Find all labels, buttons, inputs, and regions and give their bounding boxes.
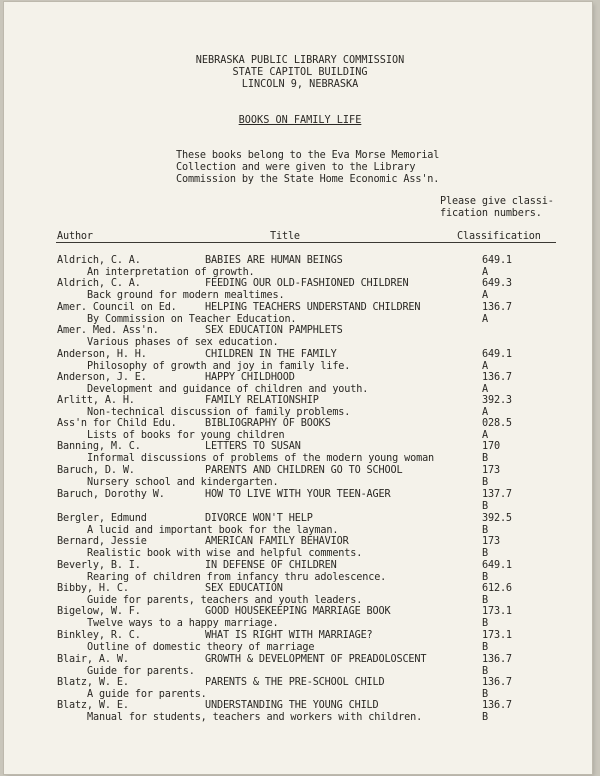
entry-title: LETTERS TO SUSAN: [205, 441, 301, 452]
entry-classification-letter: B: [482, 642, 488, 653]
entry-classification-number: 173.1: [482, 606, 512, 617]
note-line: Please give classi-: [440, 196, 554, 207]
entry-classification-letter: B: [482, 689, 488, 700]
entry-classification-number: 392.3: [482, 395, 512, 406]
entry-description: Back ground for modern mealtimes.: [87, 290, 285, 301]
entry-author: Blatz, W. E.: [57, 700, 129, 711]
entry-classification-number: 649.1: [482, 349, 512, 360]
entry-description: Realistic book with wise and helpful comments.: [87, 548, 363, 559]
note-line: fication numbers.: [440, 208, 542, 219]
column-header-classification: Classification: [457, 231, 541, 242]
list-title: BOOKS ON FAMILY LIFE: [238, 115, 362, 126]
intro-line: These books belong to the Eva Morse Memorial: [176, 150, 440, 161]
entry-classification-number: 649.3: [482, 278, 512, 289]
entry-classification-number: 136.7: [482, 700, 512, 711]
entry-author: Binkley, R. C.: [57, 630, 141, 641]
entry-author: Bibby, H. C.: [57, 583, 129, 594]
entry-title: UNDERSTANDING THE YOUNG CHILD: [205, 700, 379, 711]
entry-classification-letter: A: [482, 314, 488, 325]
entry-classification-letter: B: [482, 453, 488, 464]
entry-classification-letter: B: [482, 712, 488, 723]
entry-classification-number: 173: [482, 465, 500, 476]
entry-author: Baruch, Dorothy W.: [57, 489, 165, 500]
entry-description: Outline of domestic theory of marriage: [87, 642, 315, 653]
entry-classification-number: 136.7: [482, 677, 512, 688]
entry-title: BIBLIOGRAPHY OF BOOKS: [205, 418, 331, 429]
entry-classification-letter: B: [482, 666, 488, 677]
entry-title: HAPPY CHILDHOOD: [205, 372, 295, 383]
entry-classification-letter: A: [482, 361, 488, 372]
entry-classification-number: 136.7: [482, 372, 512, 383]
entry-author: Bergler, Edmund: [57, 513, 147, 524]
entry-title: CHILDREN IN THE FAMILY: [205, 349, 337, 360]
entry-title: PARENTS AND CHILDREN GO TO SCHOOL: [205, 465, 403, 476]
entry-title: HELPING TEACHERS UNDERSTAND CHILDREN: [205, 302, 421, 313]
entry-classification-number: 028.5: [482, 418, 512, 429]
entry-description: Informal discussions of problems of the modern young woman: [87, 453, 435, 464]
entry-description: Philosophy of growth and joy in family life.: [87, 361, 351, 372]
entry-author: Anderson, J. E.: [57, 372, 147, 383]
entry-classification-letter: B: [482, 525, 488, 536]
entry-classification-letter: B: [482, 548, 488, 559]
entry-classification-number: 136.7: [482, 654, 512, 665]
column-header-title: Title: [270, 231, 300, 242]
entry-classification-number: 649.1: [482, 255, 512, 266]
entry-author: Beverly, B. I.: [57, 560, 141, 571]
city-line: LINCOLN 9, NEBRASKA: [241, 79, 359, 90]
entry-description: Various phases of sex education.: [87, 337, 279, 348]
intro-line: Collection and were given to the Library: [176, 162, 416, 173]
entry-classification-number: 173: [482, 536, 500, 547]
commission-name: NEBRASKA PUBLIC LIBRARY COMMISSION: [195, 55, 405, 66]
entry-title: GOOD HOUSEKEEPING MARRIAGE BOOK: [205, 606, 391, 617]
entry-author: Blatz, W. E.: [57, 677, 129, 688]
entry-title: FAMILY RELATIONSHIP: [205, 395, 319, 406]
entry-description: Lists of books for young children: [87, 430, 285, 441]
entry-classification-letter: B: [482, 618, 488, 629]
entry-title: BABIES ARE HUMAN BEINGS: [205, 255, 343, 266]
entry-title: SEX EDUCATION: [205, 583, 283, 594]
entry-author: Aldrich, C. A.: [57, 278, 141, 289]
entry-description: Manual for students, teachers and workers with children.: [87, 712, 423, 723]
entry-description: Guide for parents, teachers and youth leaders.: [87, 595, 363, 606]
entry-description: A guide for parents.: [87, 689, 207, 700]
entry-classification-number: 170: [482, 441, 500, 452]
entry-author: Baruch, D. W.: [57, 465, 135, 476]
entry-title: HOW TO LIVE WITH YOUR TEEN-AGER: [205, 489, 391, 500]
entry-classification-letter: B: [482, 595, 488, 606]
entry-classification-letter: A: [482, 267, 488, 278]
entry-title: PARENTS & THE PRE-SCHOOL CHILD: [205, 677, 385, 688]
entry-classification-letter: B: [482, 477, 488, 488]
entry-description: Guide for parents.: [87, 666, 195, 677]
entry-classification-letter: A: [482, 384, 488, 395]
entry-author: Bernard, Jessie: [57, 536, 147, 547]
column-header-author: Author: [57, 231, 93, 242]
entry-author: Bigelow, W. F.: [57, 606, 141, 617]
entry-classification-letter: A: [482, 430, 488, 441]
entry-classification-number: 137.7: [482, 489, 512, 500]
entry-description: Rearing of children from infancy thru adolescence.: [87, 572, 387, 583]
entry-classification-number: 136.7: [482, 302, 512, 313]
entry-classification-number: 612.6: [482, 583, 512, 594]
entry-description: Development and guidance of children and youth.: [87, 384, 369, 395]
entry-classification-letter: B: [482, 501, 488, 512]
entry-title: GROWTH & DEVELOPMENT OF PREADOLOSCENT: [205, 654, 427, 665]
entry-description: A lucid and important book for the layman.: [87, 525, 339, 536]
entry-title: FEEDING OUR OLD-FASHIONED CHILDREN: [205, 278, 409, 289]
entry-author: Blair, A. W.: [57, 654, 129, 665]
entry-author: Anderson, H. H.: [57, 349, 147, 360]
building-name: STATE CAPITOL BUILDING: [232, 67, 368, 78]
entry-author: Amer. Med. Ass'n.: [57, 325, 159, 336]
entry-description: By Commission on Teacher Education.: [87, 314, 297, 325]
header-rule: [56, 242, 556, 243]
entry-author: Ass'n for Child Edu.: [57, 418, 177, 429]
entry-author: Aldrich, C. A.: [57, 255, 141, 266]
intro-line: Commission by the State Home Economic Ass'n.: [176, 174, 440, 185]
entry-author: Amer. Council on Ed.: [57, 302, 177, 313]
entry-description: Nursery school and kindergarten.: [87, 477, 279, 488]
entry-title: IN DEFENSE OF CHILDREN: [205, 560, 337, 571]
entry-description: Twelve ways to a happy marriage.: [87, 618, 279, 629]
entry-classification-letter: A: [482, 407, 488, 418]
entry-title: WHAT IS RIGHT WITH MARRIAGE?: [205, 630, 373, 641]
entry-classification-number: 173.1: [482, 630, 512, 641]
entry-title: AMERICAN FAMILY BEHAVIOR: [205, 536, 349, 547]
entry-classification-number: 392.5: [482, 513, 512, 524]
entry-title: SEX EDUCATION PAMPHLETS: [205, 325, 343, 336]
entry-description: Non-technical discussion of family problems.: [87, 407, 351, 418]
entry-classification-number: 649.1: [482, 560, 512, 571]
entry-author: Arlitt, A. H.: [57, 395, 135, 406]
entry-classification-letter: A: [482, 290, 488, 301]
entry-classification-letter: B: [482, 572, 488, 583]
entry-author: Banning, M. C.: [57, 441, 141, 452]
entry-title: DIVORCE WON'T HELP: [205, 513, 313, 524]
entry-description: An interpretation of growth.: [87, 267, 255, 278]
